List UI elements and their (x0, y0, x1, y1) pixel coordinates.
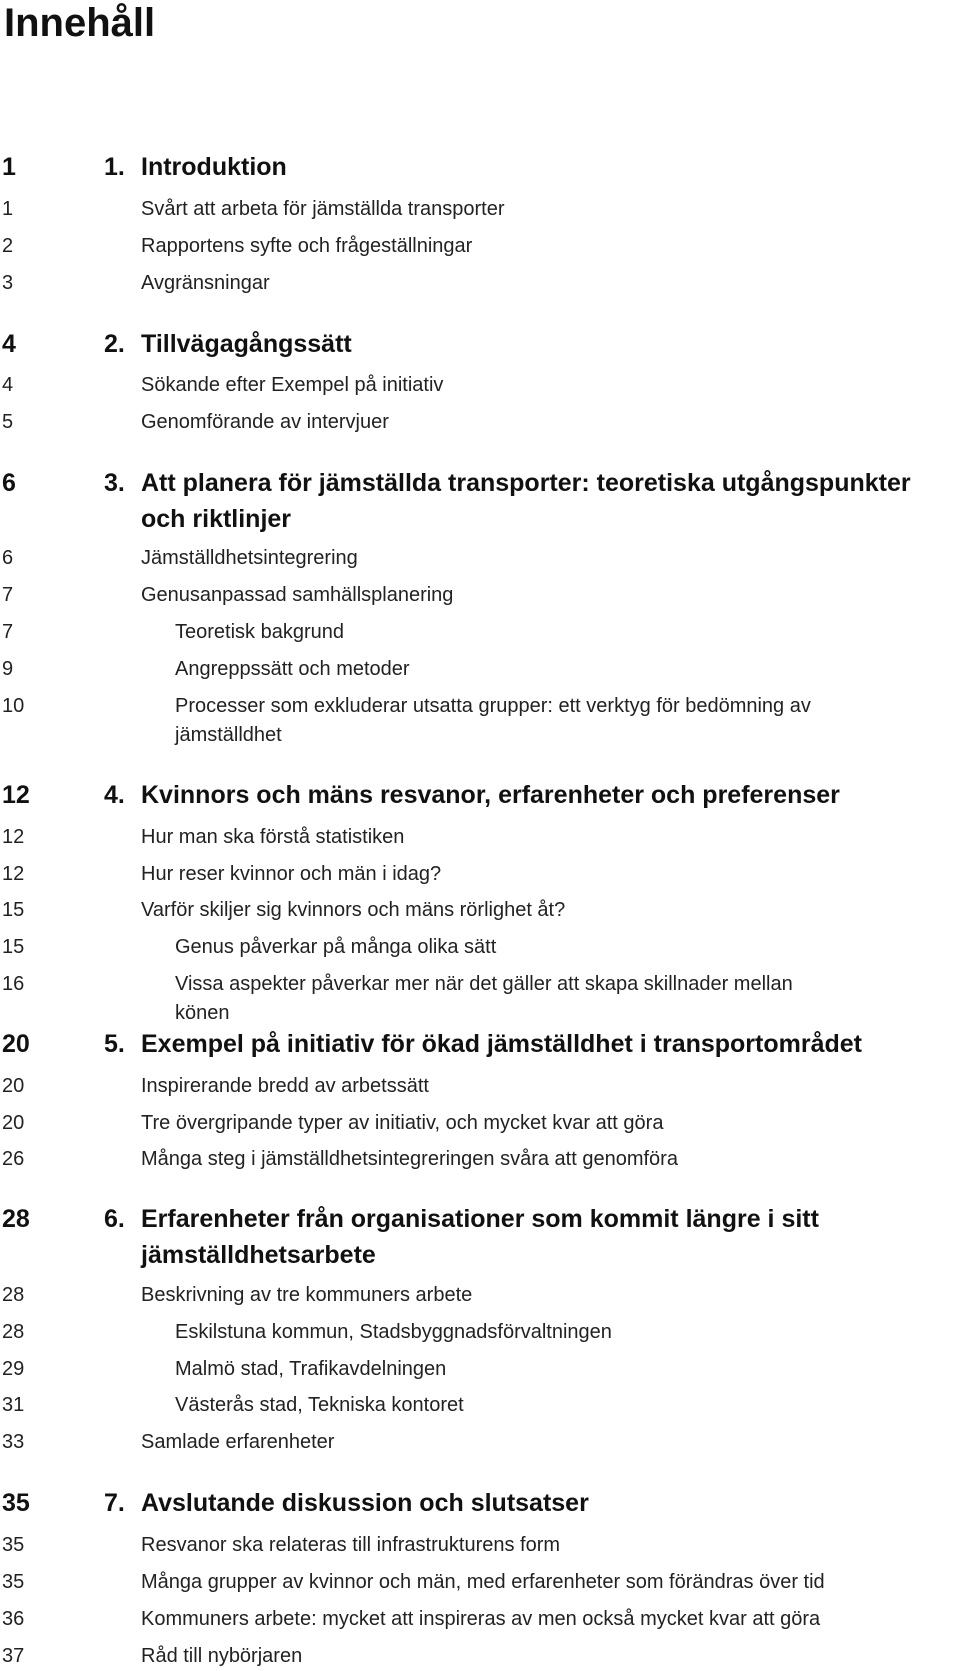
section-title: Varför skiljer sig kvinnors och mäns rörlighet åt? (141, 899, 566, 921)
chapter-title: Erfarenheter från organisationer som kommit längre i sitt jämställdhetsarbete (141, 1205, 819, 1269)
section-title: Vissa aspekter påverkar mer när det gäller att skapa skillnader mellan könen (175, 973, 793, 1024)
chapter-title: Att planera för jämställda transporter: teoretiska utgångspunkter och riktlinjer (141, 469, 911, 533)
section-title: Sökande efter Exempel på initiativ (141, 374, 444, 396)
page-number: 37 (2, 1645, 25, 1667)
section-title: Hur man ska förstå statistiken (141, 826, 405, 848)
page-number: 5 (2, 411, 14, 433)
page-number: 33 (2, 1431, 25, 1453)
section-title: Malmö stad, Trafikavdelningen (175, 1358, 447, 1380)
section-title: Beskrivning av tre kommuners arbete (141, 1284, 473, 1306)
section-title: Inspirerande bredd av arbetssätt (141, 1075, 429, 1097)
section-title: Råd till nybörjaren (141, 1645, 303, 1667)
page-number: 35 (2, 1534, 25, 1556)
page-number: 7 (2, 621, 14, 643)
section-title: Jämställdhetsintegrering (141, 547, 358, 569)
page-number: 20 (2, 1112, 25, 1134)
page-number: 6 (2, 547, 14, 569)
page-number: 31 (2, 1394, 25, 1416)
chapter-title: Introduktion (141, 153, 287, 181)
section-title: Kommuners arbete: mycket att inspireras av men också mycket kvar att göra (141, 1608, 821, 1630)
section-title: Resvanor ska relateras till infrastrukturens form (141, 1534, 561, 1556)
chapter-number: 7. (104, 1489, 125, 1517)
section-title: Genomförande av intervjuer (141, 411, 389, 433)
page-number: 12 (2, 781, 30, 809)
chapter-number: 3. (104, 469, 125, 497)
page-number: 28 (2, 1205, 30, 1233)
section-title: Genus påverkar på många olika sätt (175, 936, 497, 958)
section-title: Eskilstuna kommun, Stadsbyggnadsförvaltningen (175, 1321, 612, 1343)
section-title: Genusanpassad samhällsplanering (141, 584, 454, 606)
page-number: 1 (2, 153, 16, 181)
page-number: 1 (2, 198, 14, 220)
page-number: 35 (2, 1489, 30, 1517)
chapter-title: Tillvägagångssätt (141, 330, 352, 358)
page-title: Innehåll (4, 1, 156, 45)
page-number: 9 (2, 658, 14, 680)
chapter-number: 1. (104, 153, 125, 181)
page-number: 15 (2, 936, 25, 958)
page-number: 10 (2, 695, 25, 717)
chapter-number: 6. (104, 1205, 125, 1233)
section-title: Västerås stad, Tekniska kontoret (175, 1394, 464, 1416)
page-number: 20 (2, 1075, 25, 1097)
chapter-title: Exempel på initiativ för ökad jämställdhet i transportområdet (141, 1030, 862, 1058)
section-title: Samlade erfarenheter (141, 1431, 335, 1453)
page-number: 15 (2, 899, 25, 921)
page-number: 6 (2, 469, 16, 497)
section-title: Hur reser kvinnor och män i idag? (141, 863, 442, 885)
chapter-title: Avslutande diskussion och slutsatser (141, 1489, 589, 1517)
section-title: Processer som exkluderar utsatta grupper: ett verktyg för bedömning av jämställdhet (175, 695, 811, 746)
section-title: Många steg i jämställdhetsintegreringen svåra att genomföra (141, 1148, 678, 1170)
page-number: 26 (2, 1148, 25, 1170)
section-title: Många grupper av kvinnor och män, med erfarenheter som förändras över tid (141, 1571, 825, 1593)
section-title: Teoretisk bakgrund (175, 621, 344, 643)
section-title: Tre övergripande typer av initiativ, och mycket kvar att göra (141, 1112, 664, 1134)
chapter-number: 5. (104, 1030, 125, 1058)
page-number: 35 (2, 1571, 25, 1593)
chapter-number: 4. (104, 781, 125, 809)
chapter-number: 2. (104, 330, 125, 358)
section-title: Angreppssätt och metoder (175, 658, 410, 680)
page-number: 16 (2, 973, 25, 995)
page-number: 12 (2, 826, 25, 848)
page-number: 2 (2, 235, 14, 257)
page-number: 12 (2, 863, 25, 885)
section-title: Svårt att arbeta för jämställda transporter (141, 198, 505, 220)
page-number: 20 (2, 1030, 30, 1058)
chapter-title: Kvinnors och mäns resvanor, erfarenheter och preferenser (141, 781, 840, 809)
page-number: 7 (2, 584, 14, 606)
page-number: 36 (2, 1608, 25, 1630)
page-number: 4 (2, 374, 14, 396)
page-number: 3 (2, 272, 14, 294)
page-number: 28 (2, 1284, 25, 1306)
page-number: 28 (2, 1321, 25, 1343)
section-title: Avgränsningar (141, 272, 270, 294)
page-number: 29 (2, 1358, 25, 1380)
page-number: 4 (2, 330, 16, 358)
section-title: Rapportens syfte och frågeställningar (141, 235, 473, 257)
